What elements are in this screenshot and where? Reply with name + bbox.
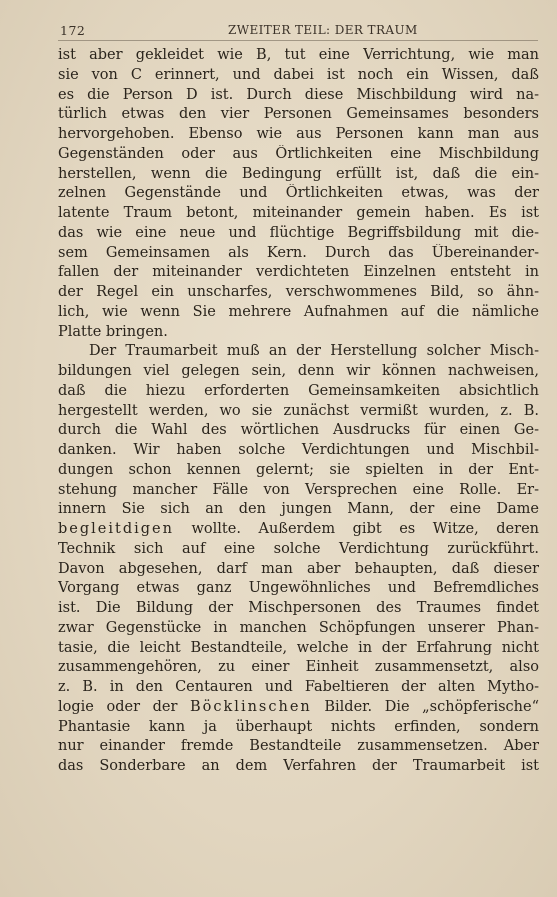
text-line: hervorgehoben. Ebenso wie aus Personen kann man aus [58,126,539,142]
text-line: zwar Gegenstücke in manchen Schöpfungen unserer Phan- [58,619,539,636]
text-line: z. B. in den Centauren und Fabeltieren der alten Mytho- [58,679,539,695]
text-line: latente Traum betont, miteinander gemein haben. Es ist [58,205,539,221]
text-line: bildungen viel gelegen sein, denn wir können nachweisen, [58,363,539,379]
text-line: danken. Wir haben solche Verdichtungen und Mischbil- [58,442,539,458]
text-line: durch die Wahl des wörtlichen Ausdrucks für einen Ge- [58,422,539,439]
text-line: dungen schon kennen gelernt; sie spielten in der Ent- [58,461,539,478]
text-line: herstellen, wenn die Bedingung erfüllt ist, daß die ein- [58,165,539,182]
text-line: türlich etwas den vier Personen Gemeinsames besonders [58,106,539,123]
text-line: Vorgang etwas ganz Ungewöhnliches und Befremdliches [58,580,539,597]
text-line: das wie eine neue und flüchtige Begriffsbildung mit die- [58,224,539,241]
text-line: zelnen Gegenstände und Örtlichkeiten etwas, was der [58,185,539,202]
text-line: lich, wie wenn Sie mehrere Aufnahmen auf die nämliche [58,303,539,320]
text-line: sem Gemeinsamen als Kern. Durch das Übereinander- [58,244,539,261]
text-line: ist. Die Bildung der Mischpersonen des Traumes findet [58,600,539,616]
text-line: zusammengehören, zu einer Einheit zusammensetzt, also [58,659,539,676]
text-line: Gegenständen oder aus Örtlichkeiten eine Mischbildung [58,145,539,162]
text-line: innern Sie sich an den jungen Mann, der eine Dame [58,501,539,518]
text-line: ist aber gekleidet wie B, tut eine Verrichtung, wie man [58,47,539,63]
paragraph-end-line: Platte bringen. [58,323,168,340]
text-line-spaced-boecklinschen: logie oder der Böcklinschen Bilder. Die „schöpferische“ [58,698,539,715]
page-number: 172 [60,23,86,38]
header-rule [58,40,538,41]
text-line: hergestellt werden, wo sie zunächst vermißt wurden, z. B. [58,402,539,419]
spaced-emphasis-word: begleitdigen [58,521,174,537]
text-line: fallen der miteinander verdichteten Einzelnen entsteht in [58,264,539,281]
text-line: Technik sich auf eine solche Verdichtung zurückführt. [58,540,539,557]
running-head: ZWEITER TEIL: DER TRAUM [228,23,418,37]
text-line: Phantasie kann ja überhaupt nichts erfinden, sondern [58,718,539,735]
text-line: das Sonderbare an dem Verfahren der Traumarbeit ist [58,758,539,774]
text-line: tasie, die leicht Bestandteile, welche in der Erfahrung nicht [58,639,539,656]
text-line: sie von C erinnert, und dabei ist noch ein Wissen, daß [58,66,539,83]
paragraph-start-line: Der Traumarbeit muß an der Herstellung solcher Misch- [89,343,539,360]
text-line-spaced-begleitdigen: begleitdigen wollte. Außerdem gibt es Witze, deren [58,521,539,537]
text-line: es die Person D ist. Durch diese Mischbildung wird na- [58,86,539,103]
body-text [58,46,539,777]
text-line: daß die hiezu erforderten Gemeinsamkeiten absichtlich [58,382,539,399]
text-line: Davon abgesehen, darf man aber behaupten, daß dieser [58,560,539,577]
text-line: stehung mancher Fälle von Versprechen eine Rolle. Er- [58,481,539,498]
text-line: der Regel ein unscharfes, verschwommenes Bild, so ähn- [58,284,539,300]
text-line: nur einander fremde Bestandteile zusammensetzen. Aber [58,738,539,755]
spaced-emphasis-word: Böcklinschen [190,698,312,715]
